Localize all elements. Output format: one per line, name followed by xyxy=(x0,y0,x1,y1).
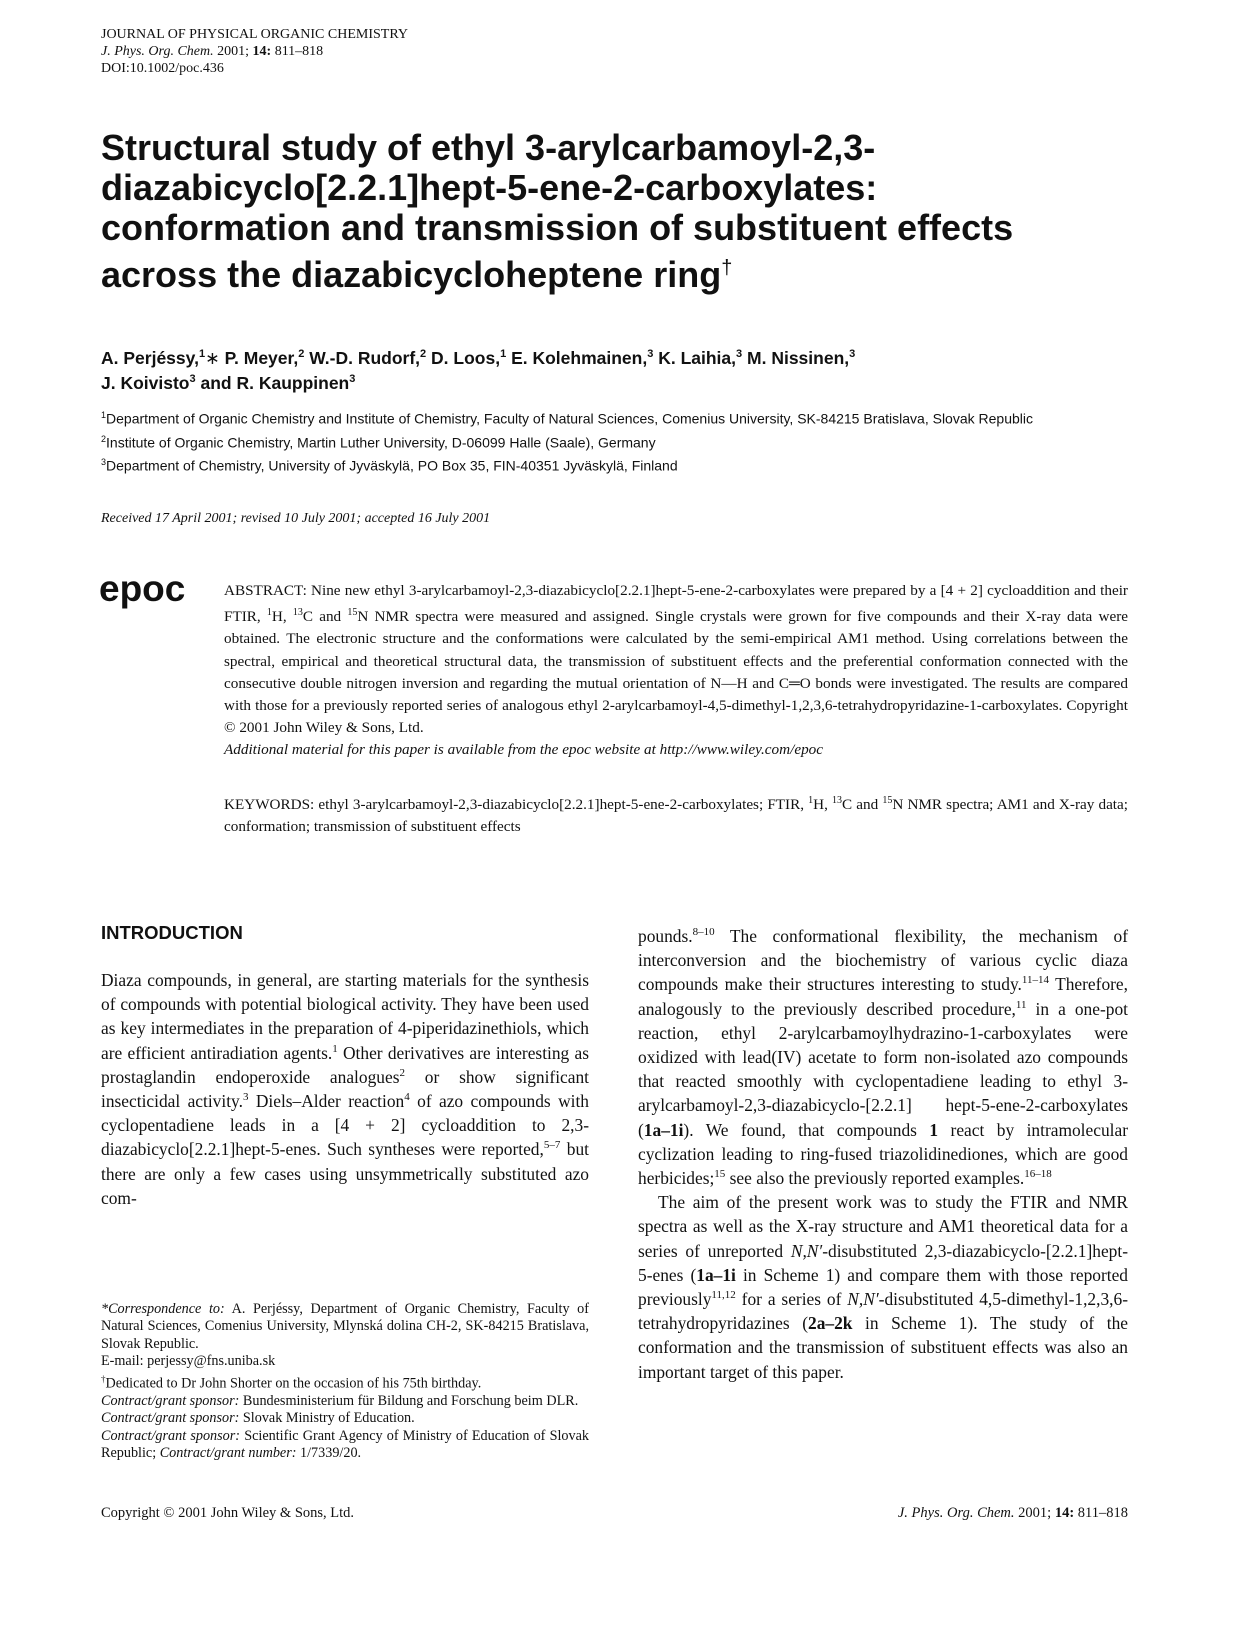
compound-label: 1 xyxy=(929,1119,939,1140)
author-list xyxy=(101,344,1101,394)
abstract xyxy=(224,580,1128,762)
author: A. Perjéssy, xyxy=(101,347,199,368)
footnote-label: Contract/grant sponsor: xyxy=(101,1427,240,1444)
isotope-sup: 13 xyxy=(832,795,843,806)
footnote-text: A. Perjéssy, Department of Organic Chemistry, Faculty of Natural Sciences, Comenius University, Mlynská dolina CH-2, SK-84215 Bratislava, Slovak Republic. xyxy=(101,1301,589,1352)
affiliation xyxy=(101,429,1101,453)
footer-copyright: Copyright © 2001 John Wiley & Sons, Ltd. xyxy=(101,1505,355,1521)
paragraph xyxy=(638,1190,1128,1384)
corresponding-mark: ∗ xyxy=(205,347,220,368)
citation-ref: 11–14 xyxy=(1021,974,1049,987)
paragraph xyxy=(638,924,1128,1190)
body-text: Diels–Alder reaction xyxy=(248,1091,405,1112)
italic-term: N,N′ xyxy=(847,1289,879,1310)
journal-pages: 811–818 xyxy=(274,44,324,59)
received-dates: Received 17 April 2001; revised 10 July 2001; accepted 16 July 2001 xyxy=(101,511,491,526)
body-text: in Scheme 1) and compare them with those reported previously xyxy=(638,1264,1128,1310)
intro-right-column xyxy=(638,924,1128,1384)
citation-ref: 5–7 xyxy=(543,1139,561,1152)
body-text: in Scheme 1). The study of the conformation and the transmission of substituent effects was also an important target of this paper. xyxy=(638,1313,1128,1382)
affiliation-text: Department of Organic Chemistry and Institute of Chemistry, Faculty of Natural Sciences, Comenius University, SK-84215 Bratislava, Slovak Republic xyxy=(106,410,1033,427)
paragraph xyxy=(101,968,589,1210)
author: P. Meyer, xyxy=(224,347,299,368)
body-text: -disubstituted 2,3-diazabicyclo-[2.2.1]hept-5-enes ( xyxy=(638,1240,1128,1285)
author: E. Kolehmainen, xyxy=(511,347,648,368)
body-text: The conformational flexibility, the mechanism of interconversion and the biochemistry of various cyclic diaza compounds make their structures interesting to study. xyxy=(638,926,1128,995)
italic-term: N,N′ xyxy=(790,1240,823,1261)
citation-ref: 11 xyxy=(1015,998,1027,1011)
body-text: react by intramolecular cyclization leading to ring-fused triazolidinediones, which are good herbicides; xyxy=(638,1119,1128,1189)
author-affiliation-number: 3 xyxy=(736,348,743,360)
title-dagger: † xyxy=(721,257,733,279)
footnote-text: Slovak Ministry of Education. xyxy=(239,1410,415,1427)
footnote-text: Dedicated to Dr John Shorter on the occasion of his 75th birthday. xyxy=(105,1375,482,1392)
citation-ref: 15 xyxy=(714,1168,726,1181)
affiliation-text: Institute of Organic Chemistry, Martin Luther University, D-06099 Halle (Saale), Germany xyxy=(106,434,656,451)
paper-title-text: Structural study of ethyl 3-arylcarbamoyl-2,3-diazabicyclo[2.2.1]hept-5-ene-2-carboxylates: conformation and transmission of substituent effects across the diazabicycloheptene ring xyxy=(101,127,1014,295)
footnote-text: Scientific Grant Agency of Ministry of Education of Slovak Republic; xyxy=(101,1427,590,1461)
footnote-text: Bundesministerium für Bildung and Forschung beim DLR. xyxy=(239,1392,579,1409)
author: and R. Kauppinen xyxy=(200,372,350,393)
author: M. Nissinen, xyxy=(747,347,850,368)
author-affiliation-number: 3 xyxy=(349,372,356,385)
citation-ref: 16–18 xyxy=(1024,1168,1052,1181)
abstract-text: N NMR spectra were measured and assigned. Single crystals were grown for five compounds and their X-ray data were obtained. The electronic structure and the conformations were calculated by the semi-empirical AM1 method. Using correlations between the spectral, empirical and theoretical structural data, the transmission of substituent effects and the preferential conformation connected with the consecutive double nitrogen inversion and regarding the mutual orientation of N—H and C═O bonds were investigated. The results are compared with those for a previously reported series of analogous ethyl 2-arylcarbamoyl-4,5-dimethyl-1,2,3,6-tetrahydropyridazine-1-carboxylates. Copyright © 2001 John Wiley & Sons, Ltd. xyxy=(224,608,1128,737)
isotope-sup: 15 xyxy=(882,795,893,806)
sponsor-note xyxy=(101,1428,589,1463)
abstract-text: C and xyxy=(302,608,348,626)
citation-ref: 3 xyxy=(242,1091,249,1104)
citation-ref: 1 xyxy=(332,1042,338,1055)
compound-label: 2a–2k xyxy=(808,1313,853,1334)
sponsor-note xyxy=(101,1410,589,1427)
journal-header xyxy=(101,26,408,77)
footer-volume: 14: xyxy=(1054,1505,1075,1521)
journal-citation xyxy=(101,43,408,60)
footnote-label: *Correspondence to: xyxy=(101,1301,225,1317)
body-text: or show significant insecticidal activity. xyxy=(101,1066,590,1112)
author: K. Laihia, xyxy=(658,347,737,368)
author-affiliation-number: 2 xyxy=(420,348,427,360)
body-text: ). We found, that compounds xyxy=(683,1119,930,1140)
correspondence-note xyxy=(101,1301,589,1353)
affiliation-number: 3 xyxy=(101,457,107,468)
abstract-text: ABSTRACT: Nine new ethyl 3-arylcarbamoyl-2,3-diazabicyclo[2.2.1]hept-5-ene-2-carboxylates were prepared by a [4 + 2] cycloaddition and their FTIR, xyxy=(224,582,1128,626)
keywords xyxy=(224,790,1128,838)
body-text: Therefore, analogously to the previously described procedure, xyxy=(638,974,1128,1019)
dedication-note xyxy=(101,1371,589,1393)
isotope-sup: 13 xyxy=(292,607,303,619)
affiliation xyxy=(101,405,1101,429)
journal-volume: 14: xyxy=(252,44,272,59)
body-text: Diaza compounds, in general, are starting materials for the synthesis of compounds with potential biological activity. They have been used as key intermediates in the preparation of 4-piperidazinethiols, which are efficient antiradiation agents. xyxy=(101,970,589,1063)
body-text: in a one-pot reaction, ethyl 2-arylcarbamoylhydrazino-1-carboxylates were oxidized with lead(IV) acetate to form non-isolated azo compounds that reacted smoothly with cyclopentadiene leading to ethyl 3-arylcarbamoyl-2,3-diazabicyclo-[2.2.1] hept-5-ene-2-carboxylates ( xyxy=(638,998,1128,1140)
affiliation-number: 2 xyxy=(101,433,107,444)
author-affiliation-number: 3 xyxy=(849,348,856,360)
body-text: see also the previously reported examples. xyxy=(725,1168,1025,1189)
journal-abbrev: J. Phys. Org. Chem. xyxy=(101,44,214,59)
intro-left-column xyxy=(101,968,589,1210)
section-heading-introduction: INTRODUCTION xyxy=(101,922,243,943)
body-text: but there are only a few cases using unsymmetrically substituted azo com- xyxy=(101,1139,589,1208)
author-affiliation-number: 2 xyxy=(298,348,305,360)
author-affiliation-number: 1 xyxy=(198,348,206,360)
email-note: E-mail: perjessy@fns.uniba.sk xyxy=(101,1353,276,1370)
compound-label: 1a–1i xyxy=(643,1119,684,1140)
keywords-text: N NMR spectra; AM1 and X-ray data; conformation; transmission of substituent effects xyxy=(224,796,1128,836)
footnote-text: 1/7339/20. xyxy=(296,1444,362,1461)
footer-journal: J. Phys. Org. Chem. xyxy=(897,1505,1015,1521)
affiliation-text: Department of Chemistry, University of Jyväskylä, PO Box 35, FIN-40351 Jyväskylä, Finland xyxy=(106,457,678,474)
body-text: for a series of xyxy=(735,1289,848,1310)
body-text: of azo compounds with cyclopentadiene leads in a [4 + 2] cycloaddition to 2,3-diazabicyclo[2.2.1]hept-5-enes. Such syntheses were reported, xyxy=(101,1091,589,1160)
footnotes xyxy=(101,1301,589,1462)
footer-year: 2001; xyxy=(1014,1505,1055,1521)
body-text: The aim of the present work was to study the FTIR and NMR spectra as well as the X-ray structure and AM1 theoretical data for a series of unreported xyxy=(638,1192,1128,1261)
citation-ref: 2 xyxy=(399,1067,405,1080)
keywords-text: H, xyxy=(813,796,833,814)
isotope-sup: 15 xyxy=(347,607,358,619)
author: J. Koivisto xyxy=(101,372,190,393)
citation-ref: 11,12 xyxy=(711,1289,736,1302)
sponsor-note xyxy=(101,1393,589,1410)
journal-name: JOURNAL OF PHYSICAL ORGANIC CHEMISTRY xyxy=(101,27,408,42)
citation-ref: 8–10 xyxy=(692,926,715,939)
author: W.-D. Rudorf, xyxy=(309,347,421,368)
additional-material-note: Additional material for this paper is available from the epoc website at http://www.wiley.com/epoc xyxy=(224,741,823,759)
affiliation xyxy=(101,452,1101,476)
citation-ref: 4 xyxy=(404,1091,410,1104)
footnote-label: Contract/grant sponsor: xyxy=(101,1410,240,1427)
author-affiliation-number: 3 xyxy=(189,372,196,385)
keywords-text: C and xyxy=(842,796,883,814)
footnote-label: Contract/grant number: xyxy=(159,1444,297,1461)
epoc-logo: epoc xyxy=(99,568,186,609)
affiliation-number: 1 xyxy=(101,410,107,420)
journal-year: 2001; xyxy=(217,44,250,59)
author: D. Loos, xyxy=(431,347,501,368)
footer-citation xyxy=(898,1505,1128,1522)
compound-label: 1a–1i xyxy=(696,1264,736,1285)
abstract-text: H, xyxy=(271,608,293,626)
keywords-text: KEYWORDS: ethyl 3-arylcarbamoyl-2,3-diazabicyclo[2.2.1]hept-5-ene-2-carboxylates; FTIR, xyxy=(224,796,809,814)
body-text: Other derivatives are interesting as prostaglandin endoperoxide analogues xyxy=(101,1042,589,1087)
isotope-sup: 1 xyxy=(808,795,814,806)
author-affiliation-number: 1 xyxy=(500,348,507,360)
footnote-label: Contract/grant sponsor: xyxy=(101,1392,240,1409)
author-affiliation-number: 3 xyxy=(647,348,654,360)
paper-title xyxy=(101,128,1101,295)
dagger-mark: † xyxy=(101,1373,106,1384)
affiliations xyxy=(101,405,1101,476)
body-text: -disubstituted 4,5-dimethyl-1,2,3,6-tetrahydropyridazines ( xyxy=(638,1289,1128,1334)
isotope-sup: 1 xyxy=(266,607,272,619)
footer-pages: 811–818 xyxy=(1074,1505,1128,1521)
journal-doi: DOI:10.1002/poc.436 xyxy=(101,61,224,76)
body-text: pounds. xyxy=(638,926,693,946)
